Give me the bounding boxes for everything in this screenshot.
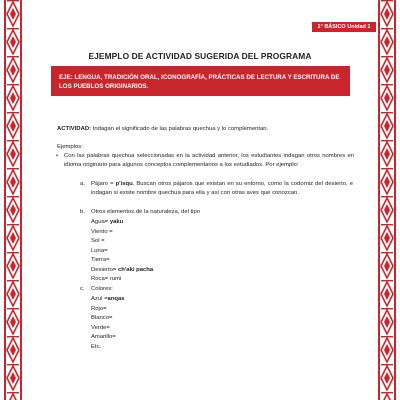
border-ornament: [384, 120, 390, 132]
border-ornament: [384, 344, 390, 356]
activity-line: [57, 125, 357, 134]
border-ornament: [7, 394, 19, 400]
border-ornament: [384, 64, 390, 76]
border-ornament: [381, 112, 393, 113]
border-ornament: [381, 28, 393, 29]
border-ornament: [7, 392, 19, 393]
border-ornament: [10, 232, 16, 244]
border-ornament: [381, 0, 393, 1]
border-ornament: [381, 196, 393, 197]
list-item-prefix: Desierto=: [91, 266, 119, 273]
border-ornament: [7, 224, 19, 225]
activity-text: Indagan el significado de las palabras quechua y lo complementan.: [91, 126, 269, 132]
list-item-prefix: Roca= rumi: [91, 276, 122, 282]
sub-item-a-word: p'isqu: [115, 181, 133, 187]
border-ornament: [10, 120, 16, 132]
activity-label: ACTIVIDAD:: [57, 126, 92, 132]
border-ornament: [10, 36, 16, 48]
border-ornament: [384, 260, 390, 272]
border-ornament: [7, 0, 19, 1]
list-item-prefix: Luna=: [91, 247, 108, 254]
border-ornament: [381, 336, 393, 337]
list-item: [91, 324, 110, 333]
border-ornament: [7, 28, 19, 29]
sub-item-a-rest: . Buscan otros pájaros que existan en su entorno, como la codorniz del desierto, e indagan si existe nombre quechua para ella y así con otras aves que conozcan.: [91, 181, 353, 196]
page-title: EJEMPLO DE ACTIVIDAD SUGERIDA DEL PROGRAMA: [88, 51, 312, 61]
bullet-item: [56, 152, 354, 169]
border-ornament: [381, 224, 393, 225]
sub-item-b-label: b.: [80, 209, 85, 215]
border-ornament: [7, 280, 19, 281]
border-ornament: [381, 140, 393, 141]
border-ornament: [381, 392, 393, 393]
border-ornament: [381, 308, 393, 309]
bullet-icon: •: [56, 153, 59, 159]
sub-item-a-label: a.: [80, 181, 85, 187]
list-item: [91, 333, 116, 342]
axis-banner: EJE: LENGUA, TRADICIÓN ORAL, ICONOGRAFÍA, PRÁCTICAS DE LECTURA Y ESCRITURA DE LOS PUEBLOS ORIGINARIOS.: [51, 66, 350, 96]
border-ornament: [381, 168, 393, 169]
list-item: [91, 228, 113, 237]
list-item-prefix: Verde=: [91, 324, 110, 331]
list-item-prefix: Amarillo=: [91, 334, 116, 340]
border-ornament: [381, 252, 393, 253]
list-item-prefix: Sol =: [91, 238, 105, 244]
border-ornament: [384, 36, 390, 48]
border-ornament: [384, 372, 390, 384]
list-item-prefix: Agua=: [91, 219, 110, 225]
sub-item-b: [80, 208, 353, 217]
list-item-prefix: Tierra=: [91, 257, 110, 263]
list-item: [91, 266, 153, 275]
bullet-text: Con las palabras quechua seleccionadas en la actividad anterior, los estudiantes indagan otros nombres en idioma originario para algunos conceptos complementarios a los estudiados. Por ejemplo:: [64, 153, 354, 168]
border-ornament: [7, 196, 19, 197]
border-ornament: [384, 232, 390, 244]
border-ornament: [7, 168, 19, 169]
examples-label: Ejemplos:: [57, 144, 83, 150]
border-ornament: [381, 364, 393, 365]
border-ornament: [384, 288, 390, 300]
list-item: [91, 275, 121, 284]
border-ornament: [384, 176, 390, 188]
border-ornament: [381, 280, 393, 281]
border-ornament: [7, 308, 19, 309]
list-item: [91, 305, 107, 314]
list-item: [91, 314, 112, 323]
border-ornament: [381, 84, 393, 85]
border-ornament: [10, 148, 16, 160]
sub-item-c-label: c.: [80, 286, 85, 292]
border-ornament: [7, 252, 19, 253]
border-ornament: [10, 92, 16, 104]
border-ornament: [10, 64, 16, 76]
list-item-prefix: Viento =: [91, 228, 113, 235]
list-item: [91, 237, 105, 246]
list-item-prefix: Rojo=: [91, 305, 107, 312]
border-ornament: [10, 372, 16, 384]
list-item-prefix: Etc.: [91, 343, 102, 350]
border-ornament: [7, 364, 19, 365]
border-ornament: [7, 140, 19, 141]
border-ornament: [7, 112, 19, 113]
list-item: [91, 218, 123, 227]
border-ornament: [10, 288, 16, 300]
border-ornament: [7, 336, 19, 337]
border-ornament: [384, 204, 390, 216]
list-item: [91, 295, 125, 304]
border-ornament: [10, 8, 16, 20]
border-ornament: [7, 84, 19, 85]
list-item-word: ch'aki pacha: [118, 266, 154, 273]
border-ornament: [10, 260, 16, 272]
border-ornament: [384, 92, 390, 104]
sub-item-b-intro: Otros elementos de la naturaleza, del tipo: [91, 209, 201, 215]
list-item-word: anqas: [107, 296, 125, 302]
border-ornament: [384, 316, 390, 328]
list-item: [91, 256, 110, 265]
list-item-prefix: Blanco=: [91, 315, 113, 321]
border-ornament: [10, 344, 16, 356]
border-ornament: [381, 394, 393, 400]
list-item-word: yaku: [109, 219, 124, 225]
border-ornament: [10, 316, 16, 328]
border-ornament: [384, 8, 390, 20]
list-item: [91, 247, 108, 256]
sub-item-c-intro: Colores:: [91, 286, 113, 292]
sub-item-a-prefix: Pájaro =: [91, 181, 116, 187]
border-ornament: [384, 148, 390, 160]
border-ornament: [10, 176, 16, 188]
unit-badge: 1° BÁSICO Unidad 1: [312, 22, 376, 32]
sub-item-a: [80, 180, 353, 197]
border-ornament: [10, 204, 16, 216]
sub-item-c: [80, 285, 353, 294]
list-item: [91, 343, 101, 352]
list-item-prefix: Azul =: [91, 296, 108, 302]
